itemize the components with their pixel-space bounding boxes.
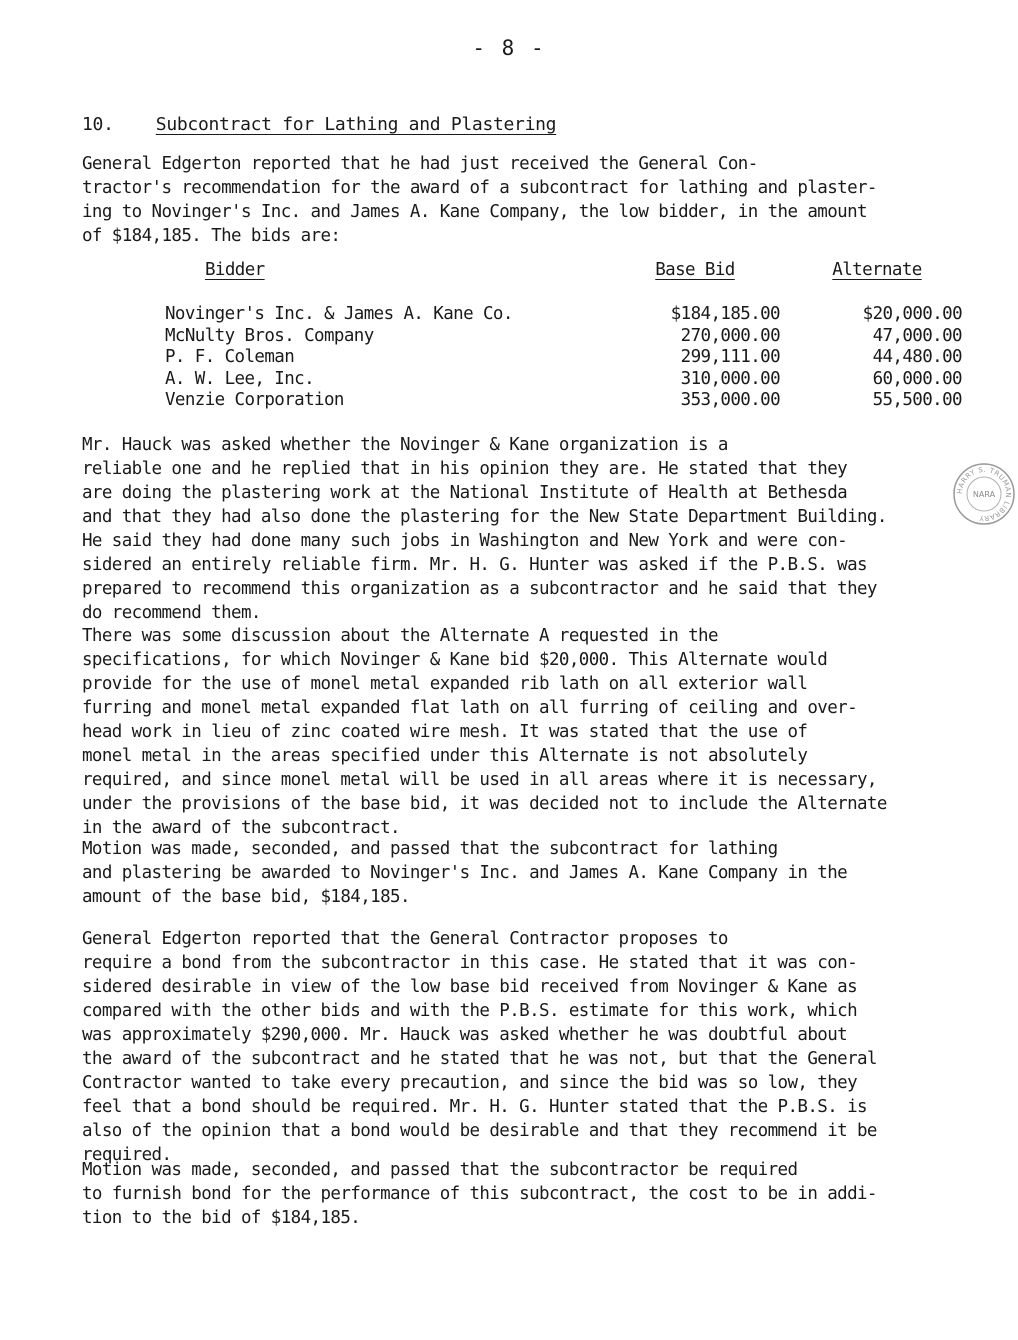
alternate-bid: $20,000.00 xyxy=(862,304,962,324)
alternate-bid: 44,480.00 xyxy=(872,347,962,367)
bids-table xyxy=(155,258,962,412)
paragraph-bid-report: General Edgerton reported that he had just received the General Con- tractor's recommendation for the award of a subcontract for lathing and plaster- ing to Novinger's Inc. and James A. Kane Company, the low bidder, in the amount of $184,185. The bids are: xyxy=(82,154,877,246)
stamp-center-text: NARA xyxy=(972,490,996,499)
page-number: - 8 - xyxy=(472,36,546,60)
table-row xyxy=(155,369,962,391)
library-seal-icon xyxy=(952,462,1016,526)
bidder-name: McNulty Bros. Company xyxy=(165,325,374,346)
alternate-bid: 47,000.00 xyxy=(872,325,962,346)
base-bid: 270,000.00 xyxy=(680,325,780,346)
library-stamp xyxy=(952,462,1016,526)
header-base-bid: Base Bid xyxy=(655,260,735,280)
header-alternate: Alternate xyxy=(832,260,922,280)
alternate-bid: 60,000.00 xyxy=(872,368,962,389)
bids-table-header xyxy=(155,258,962,304)
section-heading xyxy=(82,114,556,135)
bidder-name: Novinger's Inc. & James A. Kane Co. xyxy=(165,304,513,324)
bidder-name: A. W. Lee, Inc. xyxy=(165,368,315,389)
bidder-name: P. F. Coleman xyxy=(165,347,295,367)
paragraph-motion-bond: Motion was made, seconded, and passed that the subcontractor be required to furnish bond for the performance of this subcontract, the cost to be in addi- tion to the bid of $184,185. xyxy=(82,1160,877,1228)
bidder-name: Venzie Corporation xyxy=(165,390,344,410)
paragraph-motion-award: Motion was made, seconded, and passed that the subcontract for lathing and plastering be awarded to Novinger's Inc. and James A. Kane Company in the amount of the base bid, $184,185. xyxy=(82,839,848,907)
header-bidder: Bidder xyxy=(205,260,265,280)
table-row xyxy=(155,347,962,369)
paragraph-reliability: Mr. Hauck was asked whether the Novinger & Kane organization is a reliable one and he replied that in his opinion they are. He stated that they are doing the plastering work at the National Institute of Health at Bethesda and that they had also done the plastering for the New State Department Building. He said they had done many such jobs in Washington and New York and were con- sidered an entirely reliable firm. Mr. H. G. Hunter was asked if the P.B.S. was prepared to recommend this organization as a subcontractor and he said that they do recommend them. xyxy=(82,435,887,623)
base-bid: 310,000.00 xyxy=(680,368,780,389)
table-row xyxy=(155,390,962,412)
table-row xyxy=(155,304,962,326)
base-bid: 299,111.00 xyxy=(680,347,780,367)
base-bid: 353,000.00 xyxy=(680,390,780,410)
section-number: 10. xyxy=(82,114,114,135)
base-bid: $184,185.00 xyxy=(670,304,780,324)
paragraph-bond-discussion: General Edgerton reported that the General Contractor proposes to require a bond from the subcontractor in this case. He stated that it was con- sidered desirable in view of the low base bid received from Novinger & Kane as compared with the other bids and with the P.B.S. estimate for this work, which was approximately $290,000. Mr. Hauck was asked whether he was doubtful about the award of the subcontract and he stated that he was not, but that the General Contractor wanted to take every precaution, and since the bid was so low, they feel that a bond should be required. Mr. H. G. Hunter stated that the P.B.S. is also of the opinion that a bond would be desirable and that they recommend it be required. xyxy=(82,929,877,1165)
section-title: Subcontract for Lathing and Plastering xyxy=(155,114,557,135)
alternate-bid: 55,500.00 xyxy=(872,390,962,410)
paragraph-alternate-discussion: There was some discussion about the Alternate A requested in the specifications, for which Novinger & Kane bid $20,000. This Alternate would provide for the use of monel metal expanded rib lath on all exterior wall furring and monel metal expanded flat lath on all furring of ceiling and over- head work in lieu of zinc coated wire mesh. It was stated that the use of monel metal in the areas specified under this Alternate is not absolutely required, and since monel metal will be used in all areas where it is necessary, under the provisions of the base bid, it was decided not to include the Alternate in the award of the subcontract. xyxy=(82,626,887,838)
stamp-ring-text: HARRY S. TRUMAN LIBRARY xyxy=(955,465,1013,523)
table-row xyxy=(155,326,962,348)
